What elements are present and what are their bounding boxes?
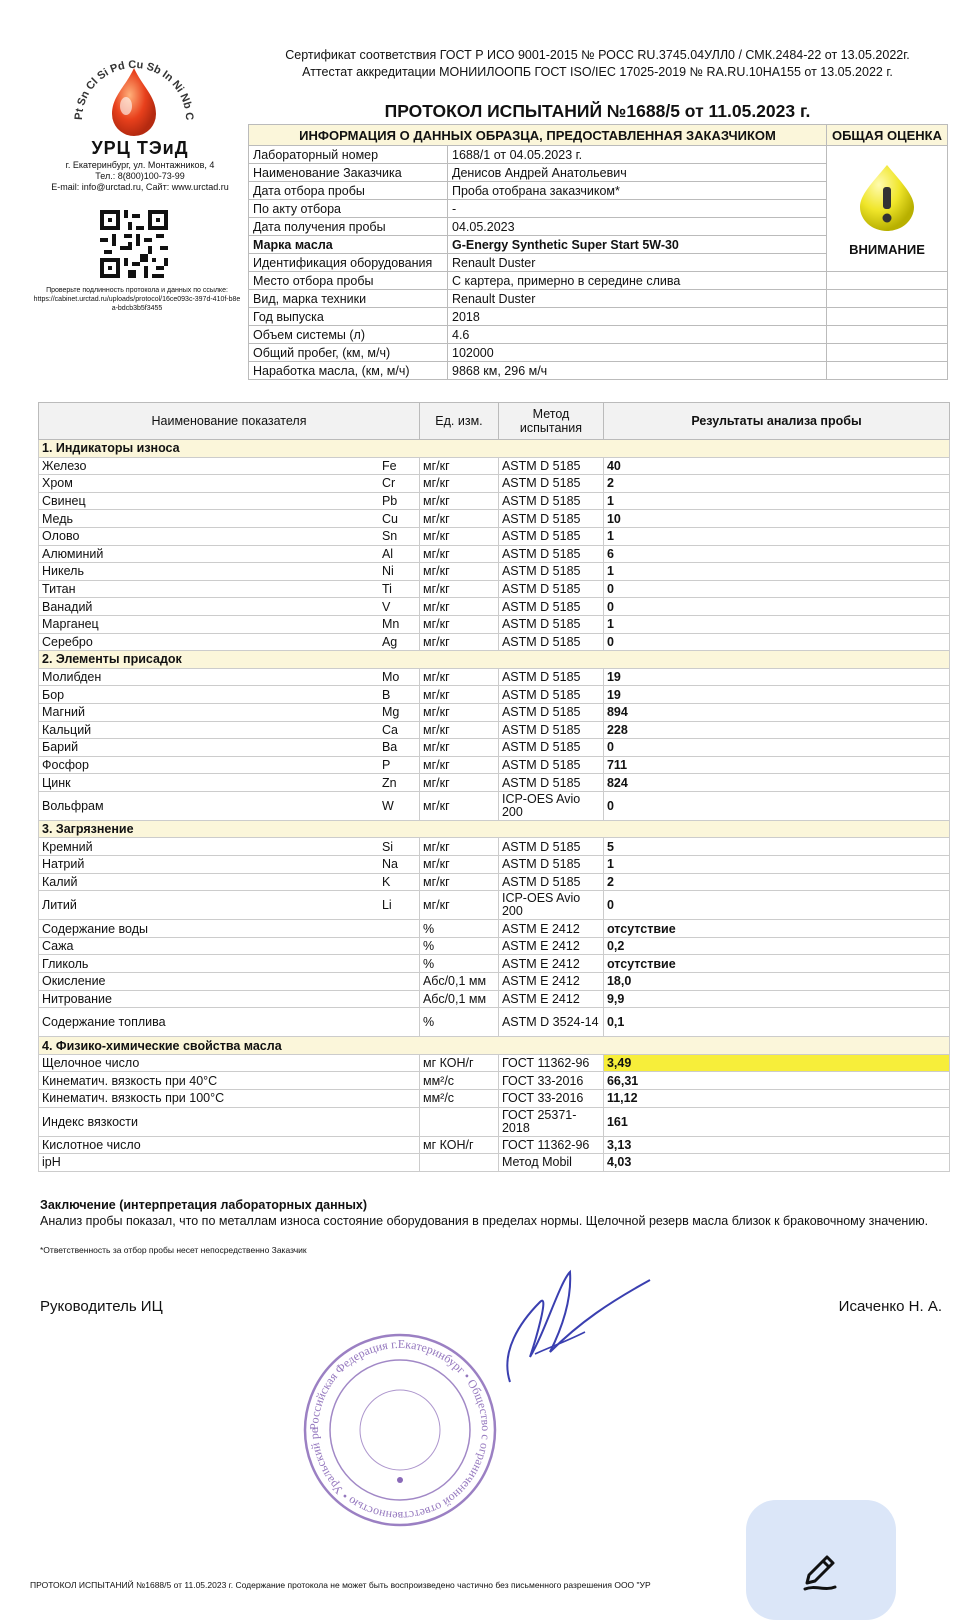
param-unit: мг/кг [419, 686, 498, 704]
param-unit: % [419, 920, 498, 938]
param-symbol: P [379, 756, 420, 774]
param-name: Молибден [39, 668, 379, 686]
param-name: Кинематич. вязкость при 100°С [39, 1090, 420, 1108]
table-row [39, 545, 950, 563]
table-row [39, 1008, 950, 1037]
info-value: 9868 км, 296 м/ч [448, 362, 827, 380]
param-unit: мг/кг [419, 756, 498, 774]
param-name: Сажа [39, 937, 420, 955]
org-name: УРЦ ТЭиД [91, 138, 189, 158]
param-result: 18,0 [603, 973, 949, 991]
param-name: Калий [39, 873, 379, 891]
table-row [39, 686, 950, 704]
protocol-title: ПРОТОКОЛ ИСПЫТАНИЙ №1688/5 от 11.05.2023 г. [384, 101, 811, 121]
param-method: ASTM D 5185 [498, 838, 603, 856]
param-unit: мг/кг [419, 545, 498, 563]
param-name: Олово [39, 527, 379, 545]
param-result: 0 [603, 791, 949, 820]
param-name: Бор [39, 686, 379, 704]
info-key: Место отбора пробы [249, 272, 448, 290]
param-result: 9,9 [603, 990, 949, 1008]
info-key: Марка масла [249, 236, 448, 254]
table-row [39, 703, 950, 721]
param-unit: мм²/с [419, 1090, 498, 1108]
param-unit: % [419, 937, 498, 955]
param-name: Кальций [39, 721, 379, 739]
param-unit: мг/кг [419, 598, 498, 616]
info-key: Вид, марка техники [249, 290, 448, 308]
param-symbol: Sn [379, 527, 420, 545]
signature [490, 1262, 660, 1397]
param-name: Серебро [39, 633, 379, 651]
table-row [39, 598, 950, 616]
param-name: Хром [39, 475, 379, 493]
param-result: 0,1 [603, 1008, 949, 1037]
param-unit: мг/кг [419, 580, 498, 598]
section-row [39, 440, 950, 458]
table-row [39, 1090, 950, 1108]
param-name: Литий [39, 891, 379, 920]
param-symbol: Ti [379, 580, 420, 598]
param-symbol: Cr [379, 475, 420, 493]
param-unit: мг/кг [419, 563, 498, 581]
param-method: ASTM D 5185 [498, 563, 603, 581]
param-method: ASTM D 5185 [498, 492, 603, 510]
param-method: ASTM D 3524-14 [498, 1008, 603, 1037]
param-symbol: Ag [379, 633, 420, 651]
param-name: Нитрование [39, 990, 420, 1008]
info-value: 2018 [448, 308, 827, 326]
empty-cell [827, 344, 948, 362]
param-unit: мм²/с [419, 1072, 498, 1090]
param-method: ГОСТ 33-2016 [498, 1090, 603, 1108]
param-method: Метод Mobil [498, 1154, 603, 1172]
param-result: 19 [603, 668, 949, 686]
param-unit: Абс/0,1 мм [419, 990, 498, 1008]
sample-info-row [249, 272, 948, 290]
info-value: 4.6 [448, 326, 827, 344]
col-header-result: Результаты анализа пробы [603, 403, 949, 440]
param-unit: мг/кг [419, 721, 498, 739]
param-result: 0 [603, 891, 949, 920]
empty-cell [827, 326, 948, 344]
table-row [39, 856, 950, 874]
param-unit: мг/кг [419, 510, 498, 528]
param-result: 6 [603, 545, 949, 563]
table-row [39, 1136, 950, 1154]
info-value: - [448, 200, 827, 218]
param-unit: мг КОН/г [419, 1136, 498, 1154]
table-row [39, 475, 950, 493]
table-row [39, 920, 950, 938]
info-key: Общий пробег, (км, м/ч) [249, 344, 448, 362]
param-method: ASTM D 5185 [498, 527, 603, 545]
conclusion-text: Анализ пробы показал, что по металлам износа состояние оборудования в пределах нормы. Щелочной резерв масла близок к браковочному значению. [40, 1214, 929, 1228]
param-symbol: Mo [379, 668, 420, 686]
certificates [250, 47, 945, 81]
table-row [39, 1072, 950, 1090]
sample-info-header: ИНФОРМАЦИЯ О ДАННЫХ ОБРАЗЦА, ПРЕДОСТАВЛЕННАЯ ЗАКАЗЧИКОМ [249, 125, 827, 146]
table-row [39, 891, 950, 920]
param-unit: мг/кг [419, 457, 498, 475]
exclamation-icon [854, 161, 920, 233]
responsibility-note: *Ответственность за отбор пробы несет непосредственно Заказчик [40, 1245, 307, 1255]
info-key: Наработка масла, (км, м/ч) [249, 362, 448, 380]
sample-info-row [249, 146, 948, 164]
table-row [39, 739, 950, 757]
sample-info-table [248, 124, 948, 380]
table-row [39, 1054, 950, 1072]
param-method: ASTM E 2412 [498, 937, 603, 955]
param-result: 4,03 [603, 1154, 949, 1172]
param-unit: мг/кг [419, 856, 498, 874]
param-symbol: Si [379, 838, 420, 856]
param-name: Гликоль [39, 955, 420, 973]
param-symbol: Mn [379, 615, 420, 633]
param-result: отсутствие [603, 955, 949, 973]
param-result: 1 [603, 615, 949, 633]
table-row [39, 1107, 950, 1136]
param-symbol: B [379, 686, 420, 704]
results-table [38, 402, 950, 1172]
sample-info-row [249, 326, 948, 344]
param-result: 19 [603, 686, 949, 704]
info-value: Renault Duster [448, 254, 827, 272]
param-unit: мг/кг [419, 615, 498, 633]
info-key: Лабораторный номер [249, 146, 448, 164]
section-row [39, 820, 950, 838]
table-row [39, 492, 950, 510]
param-symbol: Fe [379, 457, 420, 475]
param-unit: % [419, 1008, 498, 1037]
param-unit: мг/кг [419, 891, 498, 920]
param-symbol: K [379, 873, 420, 891]
param-name: Окисление [39, 973, 420, 991]
table-row [39, 937, 950, 955]
param-name: Барий [39, 739, 379, 757]
param-result: 3,49 [603, 1054, 949, 1072]
param-result: 0 [603, 633, 949, 651]
info-value: Денисов Андрей Анатольевич [448, 164, 827, 182]
param-symbol: Na [379, 856, 420, 874]
param-unit [419, 1107, 498, 1136]
conclusion-title: Заключение (интерпретация лабораторных данных) [40, 1198, 367, 1212]
param-method: ASTM D 5185 [498, 598, 603, 616]
org-email: E-mail: info@urctad.ru, Сайт: www.urctad.ru [51, 182, 229, 192]
param-unit: мг/кг [419, 668, 498, 686]
param-method: ASTM D 5185 [498, 739, 603, 757]
section-title: 2. Элементы присадок [39, 651, 950, 669]
sample-info-row [249, 344, 948, 362]
param-result: отсутствие [603, 920, 949, 938]
param-symbol: Al [379, 545, 420, 563]
param-result: 0,2 [603, 937, 949, 955]
param-name: Магний [39, 703, 379, 721]
param-symbol: Ba [379, 739, 420, 757]
info-key: Идентификация оборудования [249, 254, 448, 272]
param-method: ASTM E 2412 [498, 973, 603, 991]
sample-info-row [249, 290, 948, 308]
param-method: ASTM D 5185 [498, 774, 603, 792]
empty-cell [827, 308, 948, 326]
param-result: 66,31 [603, 1072, 949, 1090]
table-row [39, 721, 950, 739]
param-name: Содержание топлива [39, 1008, 420, 1037]
info-key: Дата отбора пробы [249, 182, 448, 200]
footer-text: ПРОТОКОЛ ИСПЫТАНИЙ №1688/5 от 11.05.2023 г. Содержание протокола не может быть воспроизведено частично без письменного разрешения ООО "УР [30, 1580, 651, 1590]
col-header-name: Наименование показателя [39, 403, 420, 440]
param-method: ASTM E 2412 [498, 990, 603, 1008]
overall-score-label: ВНИМАНИЕ [849, 241, 925, 257]
param-method: ASTM D 5185 [498, 475, 603, 493]
info-value: Проба отобрана заказчиком* [448, 182, 827, 200]
param-unit: мг/кг [419, 703, 498, 721]
sample-info-row [249, 362, 948, 380]
param-unit: мг/кг [419, 492, 498, 510]
table-row [39, 615, 950, 633]
param-name: Вольфрам [39, 791, 379, 820]
info-value: С картера, примерно в середине слива [448, 272, 827, 290]
table-row [39, 510, 950, 528]
param-unit: % [419, 955, 498, 973]
param-symbol: W [379, 791, 420, 820]
param-name: Кремний [39, 838, 379, 856]
param-result: 894 [603, 703, 949, 721]
param-name: Индекс вязкости [39, 1107, 420, 1136]
param-unit [419, 1154, 498, 1172]
param-method: ASTM E 2412 [498, 920, 603, 938]
info-key: Год выпуска [249, 308, 448, 326]
param-symbol: Ni [379, 563, 420, 581]
param-result: 0 [603, 739, 949, 757]
table-row [39, 527, 950, 545]
param-method: ASTM D 5185 [498, 580, 603, 598]
param-method: ASTM D 5185 [498, 756, 603, 774]
param-result: 161 [603, 1107, 949, 1136]
table-row [39, 756, 950, 774]
param-method: ASTM D 5185 [498, 510, 603, 528]
param-unit: мг/кг [419, 791, 498, 820]
verify-url[interactable]: https://cabinet.urctad.ru/uploads/protocol/16ce093c-397d-410f-b8ea-bdcb3b5f3455 [33, 296, 241, 312]
param-name: Фосфор [39, 756, 379, 774]
verify-block [32, 286, 242, 313]
certificate-line-2: Аттестат аккредитации МОНИИЛООПБ ГОСТ ISO/IEC 17025-2019 № RA.RU.10НА155 от 13.05.2022 г. [302, 65, 893, 79]
param-result: 11,12 [603, 1090, 949, 1108]
param-name: Цинк [39, 774, 379, 792]
param-name: Алюминий [39, 545, 379, 563]
info-value: 1688/1 от 04.05.2023 г. [448, 146, 827, 164]
param-symbol: Li [379, 891, 420, 920]
param-name: Щелочное число [39, 1054, 420, 1072]
param-unit: мг/кг [419, 739, 498, 757]
info-value: G-Energy Synthetic Super Start 5W-30 [448, 236, 827, 254]
head-label: Руководитель ИЦ [40, 1298, 163, 1315]
param-name: Медь [39, 510, 379, 528]
param-name: Кинематич. вязкость при 40°С [39, 1072, 420, 1090]
param-name: Ванадий [39, 598, 379, 616]
param-method: ASTM D 5185 [498, 873, 603, 891]
param-unit: мг/кг [419, 774, 498, 792]
param-method: ASTM D 5185 [498, 457, 603, 475]
edit-pen-icon[interactable] [795, 1545, 845, 1595]
param-unit: мг/кг [419, 527, 498, 545]
empty-cell [827, 272, 948, 290]
sample-info-row [249, 308, 948, 326]
col-header-method: Метод испытания [498, 403, 603, 440]
param-result: 1 [603, 527, 949, 545]
param-symbol: Cu [379, 510, 420, 528]
overall-score-cell [827, 146, 948, 272]
table-row [39, 1154, 950, 1172]
param-name: Натрий [39, 856, 379, 874]
org-phone: Тел.: 8(800)100-73-99 [95, 171, 185, 181]
section-row [39, 1037, 950, 1055]
stamp-text: Российская Федерация г.Екатеринбург • Общество с ограниченной ответственностью • Уральский ре [306, 1336, 494, 1524]
logo-letters: Pt Sn Cl Si Pd Cu Sb In Ni Nb C [72, 58, 196, 121]
param-method: ASTM D 5185 [498, 615, 603, 633]
table-row [39, 955, 950, 973]
table-row [39, 873, 950, 891]
param-name: Содержание воды [39, 920, 420, 938]
param-unit: мг/кг [419, 873, 498, 891]
param-symbol: Mg [379, 703, 420, 721]
param-result: 2 [603, 475, 949, 493]
param-result: 0 [603, 598, 949, 616]
section-row [39, 651, 950, 669]
param-unit: мг/кг [419, 838, 498, 856]
certificate-line-1: Сертификат соответствия ГОСТ Р ИСО 9001-2015 № РОСС RU.3745.04УЛЛ0 / СМК.2484-22 от 13.05.2022г. [285, 48, 910, 62]
param-method: ASTM D 5185 [498, 668, 603, 686]
info-key: Дата получения пробы [249, 218, 448, 236]
param-unit: мг КОН/г [419, 1054, 498, 1072]
param-method: ASTM D 5185 [498, 703, 603, 721]
org-contacts [30, 160, 250, 193]
table-row [39, 668, 950, 686]
table-row [39, 791, 950, 820]
section-title: 3. Загрязнение [39, 820, 950, 838]
empty-cell [827, 290, 948, 308]
param-result: 1 [603, 492, 949, 510]
param-unit: мг/кг [419, 475, 498, 493]
table-row [39, 633, 950, 651]
section-title: 1. Индикаторы износа [39, 440, 950, 458]
param-result: 40 [603, 457, 949, 475]
param-result: 1 [603, 856, 949, 874]
param-name: ipH [39, 1154, 420, 1172]
param-method: ASTM E 2412 [498, 955, 603, 973]
table-row [39, 973, 950, 991]
col-header-unit: Ед. изм. [419, 403, 498, 440]
param-name: Кислотное число [39, 1136, 420, 1154]
param-method: ASTM D 5185 [498, 721, 603, 739]
param-method: ASTM D 5185 [498, 633, 603, 651]
param-symbol: Zn [379, 774, 420, 792]
table-row [39, 457, 950, 475]
param-name: Никель [39, 563, 379, 581]
param-method: ICP-OES Avio 200 [498, 891, 603, 920]
param-result: 2 [603, 873, 949, 891]
section-title: 4. Физико-химические свойства масла [39, 1037, 950, 1055]
param-result: 1 [603, 563, 949, 581]
qr-code[interactable] [100, 210, 168, 278]
param-result: 0 [603, 580, 949, 598]
info-value: Renault Duster [448, 290, 827, 308]
org-logo [60, 40, 280, 150]
info-value: 04.05.2023 [448, 218, 827, 236]
org-address: г. Екатеринбург, ул. Монтажников, 4 [65, 160, 215, 170]
table-row [39, 838, 950, 856]
head-name: Исаченко Н. А. [838, 1298, 942, 1315]
param-result: 711 [603, 756, 949, 774]
param-symbol: Ca [379, 721, 420, 739]
verify-text: Проверьте подлинность протокола и данных по ссылке: [46, 287, 228, 294]
param-method: ASTM D 5185 [498, 686, 603, 704]
table-row [39, 774, 950, 792]
info-key: Наименование Заказчика [249, 164, 448, 182]
param-method: ICP-OES Avio 200 [498, 791, 603, 820]
info-key: По акту отбора [249, 200, 448, 218]
score-header: ОБЩАЯ ОЦЕНКА [827, 125, 948, 146]
param-symbol: V [379, 598, 420, 616]
info-value: 102000 [448, 344, 827, 362]
param-method: ГОСТ 11362-96 [498, 1054, 603, 1072]
param-symbol: Pb [379, 492, 420, 510]
param-result: 228 [603, 721, 949, 739]
table-row [39, 563, 950, 581]
empty-cell [827, 362, 948, 380]
param-method: ГОСТ 11362-96 [498, 1136, 603, 1154]
param-result: 5 [603, 838, 949, 856]
param-result: 10 [603, 510, 949, 528]
param-result: 3,13 [603, 1136, 949, 1154]
param-method: ASTM D 5185 [498, 545, 603, 563]
table-row [39, 580, 950, 598]
param-name: Титан [39, 580, 379, 598]
stamp [300, 1330, 500, 1530]
table-row [39, 990, 950, 1008]
param-result: 824 [603, 774, 949, 792]
param-method: ГОСТ 33-2016 [498, 1072, 603, 1090]
info-key: Объем системы (л) [249, 326, 448, 344]
param-name: Железо [39, 457, 379, 475]
param-unit: Абс/0,1 мм [419, 973, 498, 991]
param-unit: мг/кг [419, 633, 498, 651]
param-name: Марганец [39, 615, 379, 633]
param-method: ГОСТ 25371-2018 [498, 1107, 603, 1136]
param-name: Свинец [39, 492, 379, 510]
param-method: ASTM D 5185 [498, 856, 603, 874]
